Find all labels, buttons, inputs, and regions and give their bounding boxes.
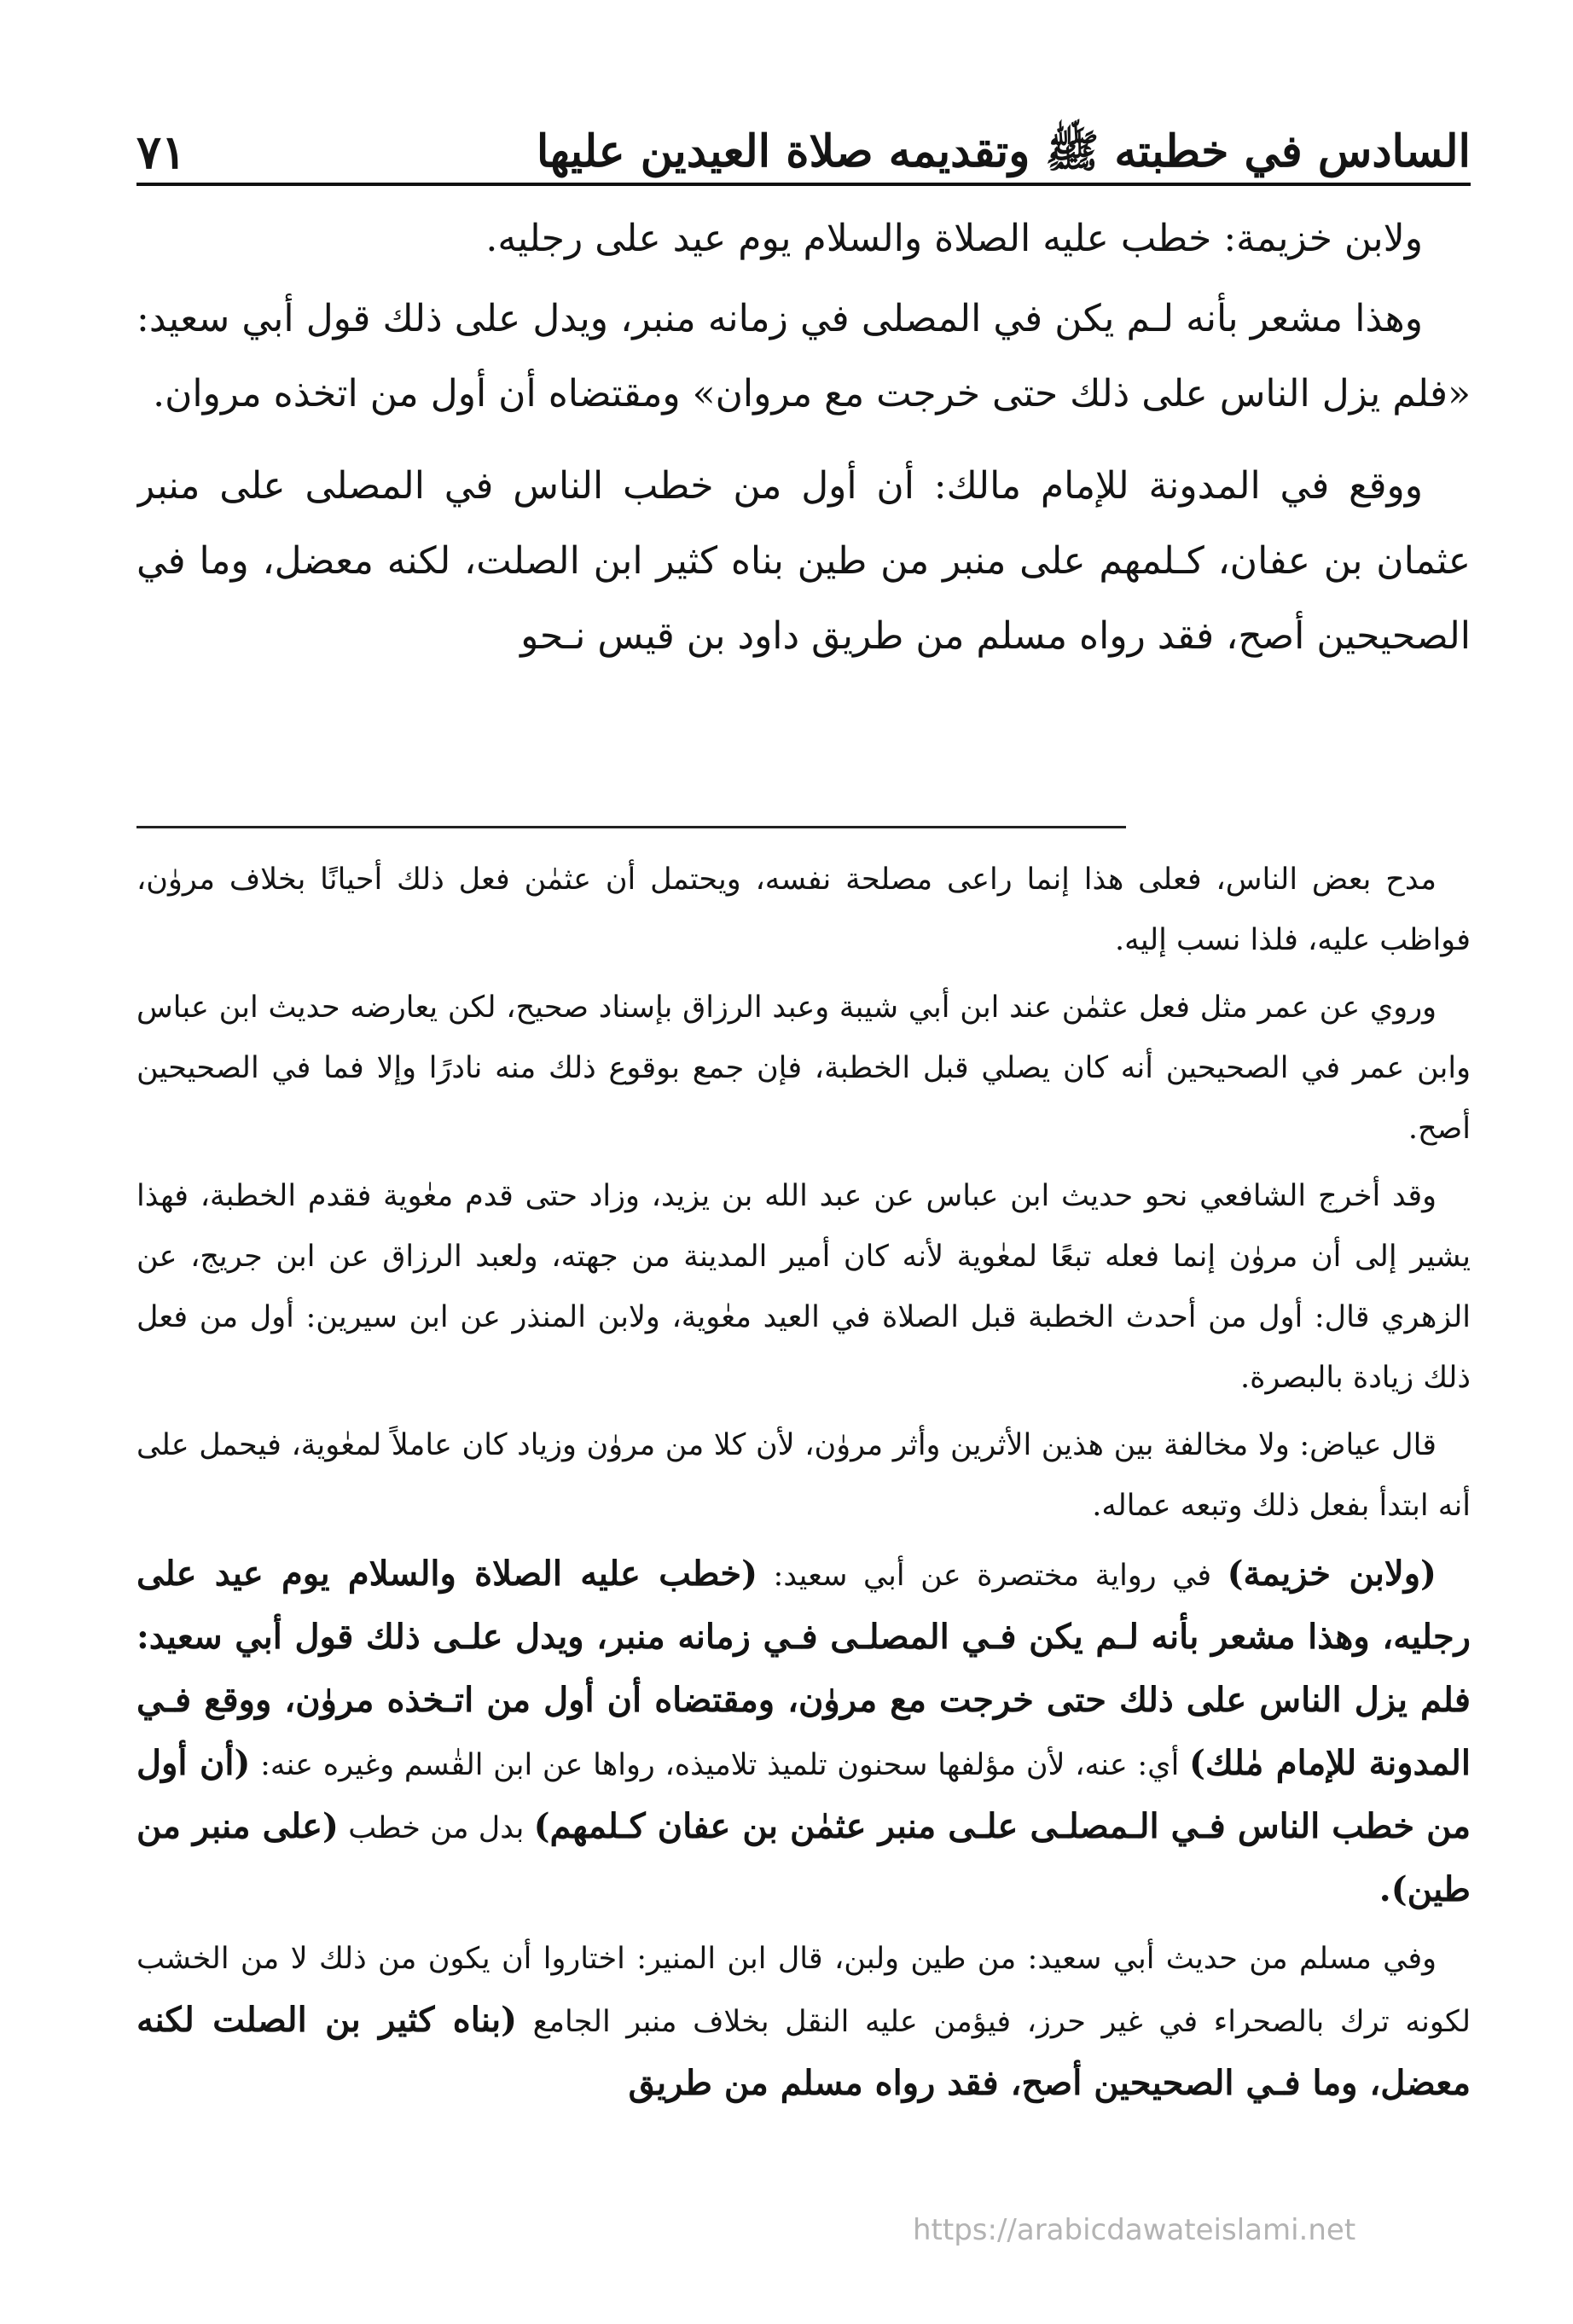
commentary-text: أي: عنه، لأن مؤلفها سحنون تلميذ تلاميذه، رواها عن ابن القٰسم وغيره عنه:	[250, 1748, 1189, 1782]
main-paragraph: ووقع في المدونة للإمام مالك: أن أول من خطب الناس في المصلى على منبر عثمان بن عفان، كـلمهم على منبر من طين بناه كثير ابن الصلت، لكنه معضل، وما في الصحيحين أصح، فقد رواه مسلم من طريق داود بن قيس نـحو	[136, 464, 1471, 658]
main-text	[136, 201, 1471, 816]
page-number: ٧١	[136, 125, 187, 179]
quoted-text: (على منبر من طين).	[136, 1806, 1471, 1909]
running-title: السادس في خطبته ﷺ وتقديمه صلاة العيدين عليها	[536, 125, 1471, 177]
main-paragraph: ولابن خزيمة: خطب عليه الصلاة والسلام يوم عيد على رجليه.	[485, 217, 1423, 260]
watermark-url: https://arabicdawateislami.net	[913, 2213, 1356, 2247]
commentary-paragraph	[136, 1543, 1471, 1922]
main-paragraph: وهذا مشعر بأنه لـم يكن في المصلى في زمانه منبر، ويدل على ذلك قول أبي سعيد: «فلم يزل الناس على ذلك حتى خرجت مع مروان» ومقتضاه أن أول من اتخذه مروان.	[136, 297, 1471, 415]
commentary-paragraph: وروي عن عمر مثل فعل عثمٰن عند ابن أبي شيبة وعبد الرزاق بإسناد صحيح، لكن يعارضه حديث ابن عباس وابن عمر في الصحيحين أنه كان يصلي قبل الخطبة، فإن جمع بوقوع ذلك منه نادرًا وإلا فما في الصحيحين أصح.	[136, 991, 1471, 1146]
commentary-text: بدل من خطب	[338, 1811, 534, 1845]
quoted-text: (ولابن خزيمة)	[1227, 1554, 1437, 1594]
header-rule	[136, 183, 1471, 186]
commentary-paragraph: وقد أخرج الشافعي نحو حديث ابن عباس عن عبد الله بن يزيد، وزاد حتى قدم معٰوية فقدم الخطبة، فهذا يشير إلى أن مروٰن إنما فعله تبعًا لمعٰوية لأنه كان أمير المدينة من جهته، ولعبد الرزاق عن ابن جريج، عن الزهري قال: أول من أحدث الخطبة قبل الصلاة في العيد معٰوية، ولابن المنذر عن ابن سيرين: أول من فعل ذلك زيادة بالبصرة.	[136, 1179, 1471, 1395]
quoted-text: (خطب عليه الصلاة والسلام يوم عيد على رجليه، وهذا مشعر بأنه لـم يكن فـي المصلـى فـي زمانه منبر، ويدل علـى ذلك قول أبي سعيد: فلم يزل الناس على ذلك حتى خرجت مع مروٰن، ومقتضاه أن أول من اتـخذه مروٰن، ووقع فـي المدونة للإمام مٰلك)	[136, 1554, 1471, 1783]
running-header	[136, 101, 1471, 186]
footnote-rule	[136, 826, 1126, 828]
commentary-paragraph: مدح بعض الناس، فعلى هذا إنما راعى مصلحة نفسه، ويحتمل أن عثمٰن فعل ذلك أحيانًا بخلاف مروٰن، فواظب عليه، فلذا نسب إليه.	[136, 863, 1471, 957]
commentary-text: في رواية مختصرة عن أبي سعيد:	[757, 1559, 1228, 1593]
commentary-paragraph: قال عياض: ولا مخالفة بين هذين الأثرين وأثر مروٰن، لأن كلا من مروٰن وزياد كان عاملاً لمعٰوية، فيحمل على أنه ابتدأ بفعل ذلك وتبعه عماله.	[136, 1428, 1471, 1523]
quoted-text: (بناه كثير بن الصلت لكنه معضل، وما فـي الصحيحين أصح، فقد رواه مسلم من طريق	[136, 2000, 1471, 2103]
quoted-text: (أن أول من خطب الناس فـي الـمصلـى علـى منبر عثمٰن بن عفان كـلمهم)	[136, 1743, 1471, 1846]
commentary-text: وفي مسلم من حديث أبي سعيد: من طين ولبن، قال ابن المنير: اختاروا أن يكون من ذلك لا من الخشب لكونه ترك بالصحراء في غير حرز، فيؤمن عليه النقل بخلاف منبر الجامع	[136, 1942, 1471, 2039]
commentary	[136, 850, 1471, 2198]
commentary-paragraph	[136, 1929, 1471, 2116]
